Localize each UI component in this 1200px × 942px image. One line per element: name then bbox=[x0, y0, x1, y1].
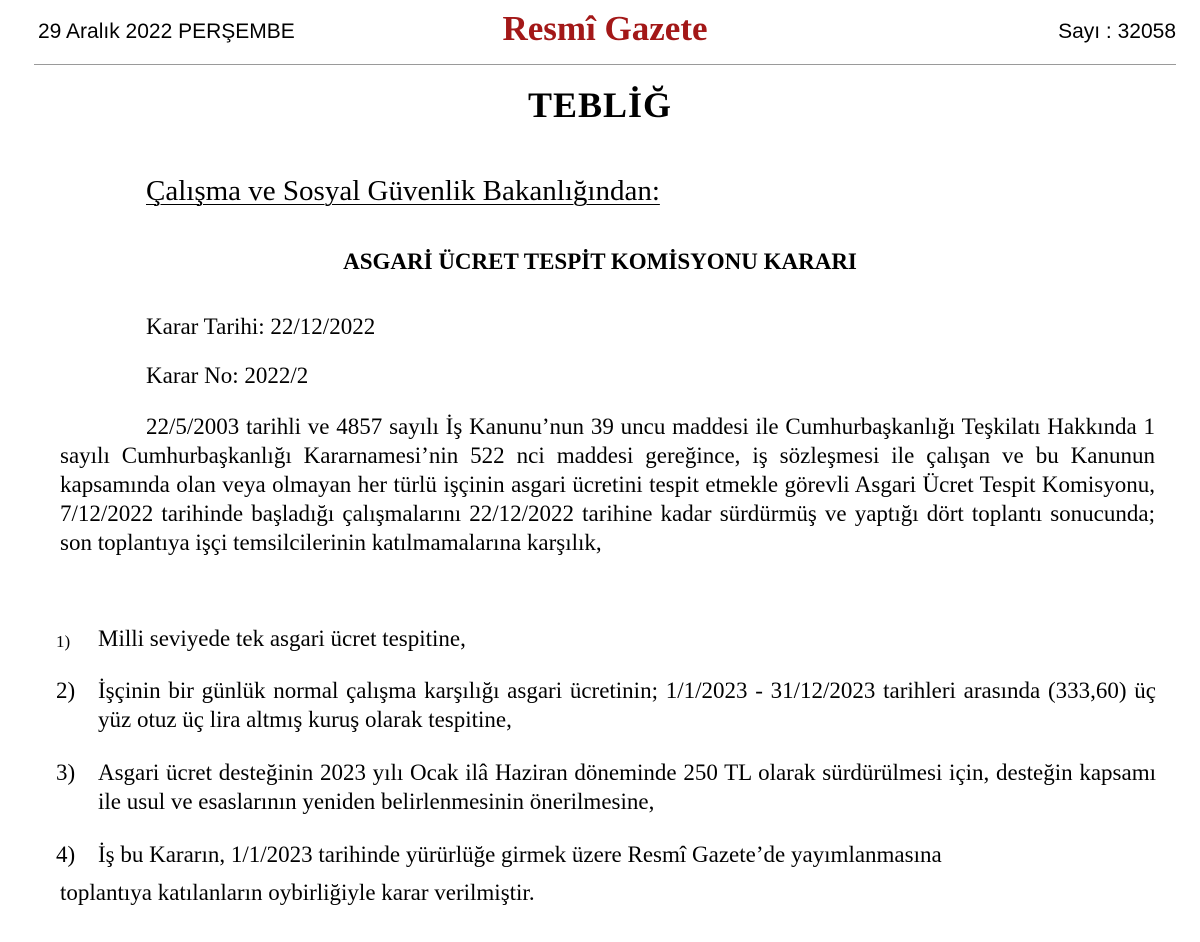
decision-title: ASGARİ ÜCRET TESPİT KOMİSYONU KARARI bbox=[343, 249, 857, 274]
list-item-text: Milli seviyede tek asgari ücret tespitine, bbox=[98, 626, 466, 651]
list-item-text: İş bu Kararın, 1/1/2023 tarihinde yürürlüğe girmek üzere Resmî Gazete’de yayımlanmasına bbox=[98, 842, 942, 867]
list-item bbox=[56, 624, 1156, 653]
publication-date: 29 Aralık 2022 PERŞEMBE bbox=[38, 20, 295, 43]
closing-line: toplantıya katılanların oybirliğiyle karar verilmiştir. bbox=[60, 880, 535, 905]
decision-number: Karar No: 2022/2 bbox=[146, 363, 309, 388]
gazette-header bbox=[34, 0, 1176, 65]
list-item-number: 1) bbox=[56, 632, 71, 651]
list-item bbox=[56, 758, 1156, 816]
ministry-heading: Çalışma ve Sosyal Güvenlik Bakanlığından: bbox=[146, 175, 660, 207]
list-item-text: Asgari ücret desteğinin 2023 yılı Ocak ilâ Haziran döneminde 250 TL olarak sürdürülmesi için, desteğin kapsamı ile usul ve esaslarının yeniden belirlenmesinin önerilmesine, bbox=[98, 760, 1156, 814]
list-item-number: 2) bbox=[56, 678, 76, 703]
list-item-text: İşçinin bir günlük normal çalışma karşılığı asgari ücretinin; 1/1/2023 - 31/12/2023 tarihleri arasında (333,60) üç yüz otuz üç lira altmış kuruş olarak tespitine, bbox=[98, 678, 1156, 732]
document-type-heading: TEBLİĞ bbox=[527, 85, 673, 125]
list-item-number: 4) bbox=[56, 842, 76, 867]
decision-date: Karar Tarihi: 22/12/2022 bbox=[146, 314, 376, 339]
gazette-masthead: Resmî Gazete bbox=[502, 9, 708, 48]
list-item-number: 3) bbox=[56, 760, 76, 785]
list-item bbox=[56, 840, 1156, 869]
intro-paragraph: 22/5/2003 tarihli ve 4857 sayılı İş Kanunu’nun 39 uncu maddesi ile Cumhurbaşkanlığı Teşkilatı Hakkında 1 sayılı Cumhurbaşkanlığı Kararnamesi’nin 522 nci maddesi gereğince, iş sözleşmesi ile çalışan ve bu Kanunun kapsamında olan veya olmayan her türlü işçinin asgari ücretini tespit etmekle görevli Asgari Ücret Tespit Komisyonu, 7/12/2022 tarihinde başladığı çalışmalarını 22/12/2022 tarihine kadar sürdürmüş ve yaptığı dört toplantı sonucunda; son toplantıya işçi temsilcilerinin katılmamalarına karşılık, bbox=[60, 414, 1155, 555]
issue-number: Sayı : 32058 bbox=[1058, 20, 1176, 43]
list-item bbox=[56, 676, 1156, 734]
